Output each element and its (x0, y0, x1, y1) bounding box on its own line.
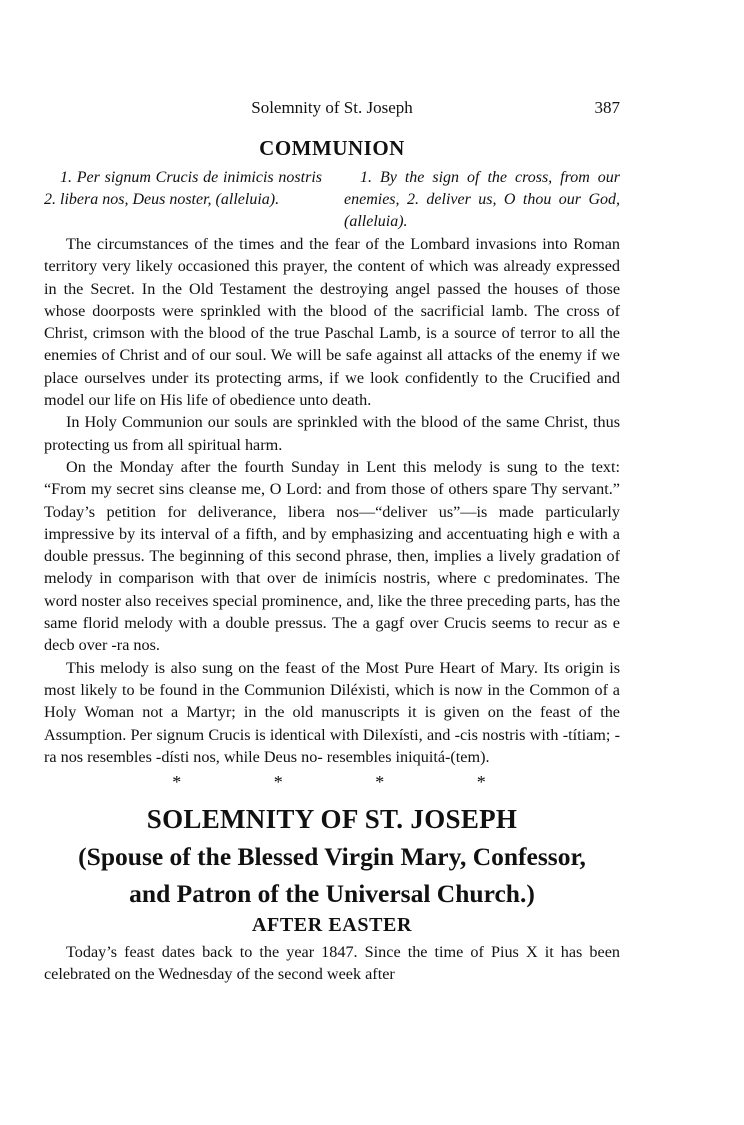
communion-chant-columns (44, 167, 620, 233)
page (44, 94, 620, 986)
english-text: 1. By the sign of the cross, from our enemies, 2. deliver us, O thou our God, (alleluia). (344, 169, 620, 230)
feast-intro-paragraph: Today’s feast dates back to the year 1847. Since the time of Pius X it has been celebrated on the Wednesday of the second week after (44, 943, 620, 984)
english-column (344, 167, 620, 233)
commentary (44, 233, 620, 768)
commentary-paragraph: In Holy Communion our souls are sprinkled with the blood of the same Christ, thus protecting us from all spiritual harm. (44, 413, 620, 454)
commentary-paragraph: This melody is also sung on the feast of the Most Pure Heart of Mary. Its origin is most likely to be found in the Communion Diléxisti, which is now in the Common of a Holy Woman not a Martyr; in the old manuscripts it is given on the feast of the Assumption. Per signum Crucis is identical with Dilexísti, and -cis nostris with -títiam; -ra nos resembles -dísti nos, while Deus no- resembles iniquitá-(tem). (44, 658, 620, 766)
commentary-paragraph: The circumstances of the times and the fear of the Lombard invasions into Roman territory very likely occasioned this prayer, the content of which was already expressed in the Secret. In the Old Testament the destroying angel passed the houses of those whose doorposts were sprinkled with the blood of the sacrificial lamb. The cross of Christ, crimson with the blood of the true Paschal Lamb, is a source of terror to all the enemies of Christ and of our soul. We will be safe against all attacks of the enemy if we place ourselves under its protecting arms, if we look confidently to the Crucified and model our life on His life of obedience unto death. (44, 235, 620, 410)
section-separator: * * * * (172, 772, 530, 793)
feast-subtitle-line-2: and Patron of the Universal Church.) (129, 879, 535, 909)
feast-intro (44, 941, 620, 986)
commentary-paragraph: On the Monday after the fourth Sunday in Lent this melody is sung to the text: “From my secret sins cleanse me, O Lord: and from those of others spare Thy servant.” Today’s petition for deliverance, libera nos—“deliver us”—is made particularly impressive by its interval of a fifth, and by emphasizing and accentuating high e with a double pressus. The beginning of this second phrase, then, implies a lively gradation of melody in comparison with that over de inimícis nostris, where c predominates. The word noster also receives special prominence, and, like the three preceding parts, has the same florid melody with a double pressus. The a gagf over Crucis seems to recur as e decb over -ra nos. (44, 457, 620, 655)
latin-text: 1. Per signum Crucis de inimicis nostris 2. libera nos, Deus noster, (alleluia). (44, 169, 322, 208)
latin-column (44, 167, 322, 233)
page-number: 387 (594, 98, 620, 117)
communion-heading: COMMUNION (259, 136, 405, 160)
feast-subtitle-line-1: (Spouse of the Blessed Virgin Mary, Confessor, (78, 842, 586, 872)
running-header (44, 94, 620, 122)
feast-title: SOLEMNITY OF ST. JOSEPH (146, 804, 518, 835)
season-heading: AFTER EASTER (251, 914, 412, 937)
running-title: Solemnity of St. Joseph (251, 98, 413, 117)
